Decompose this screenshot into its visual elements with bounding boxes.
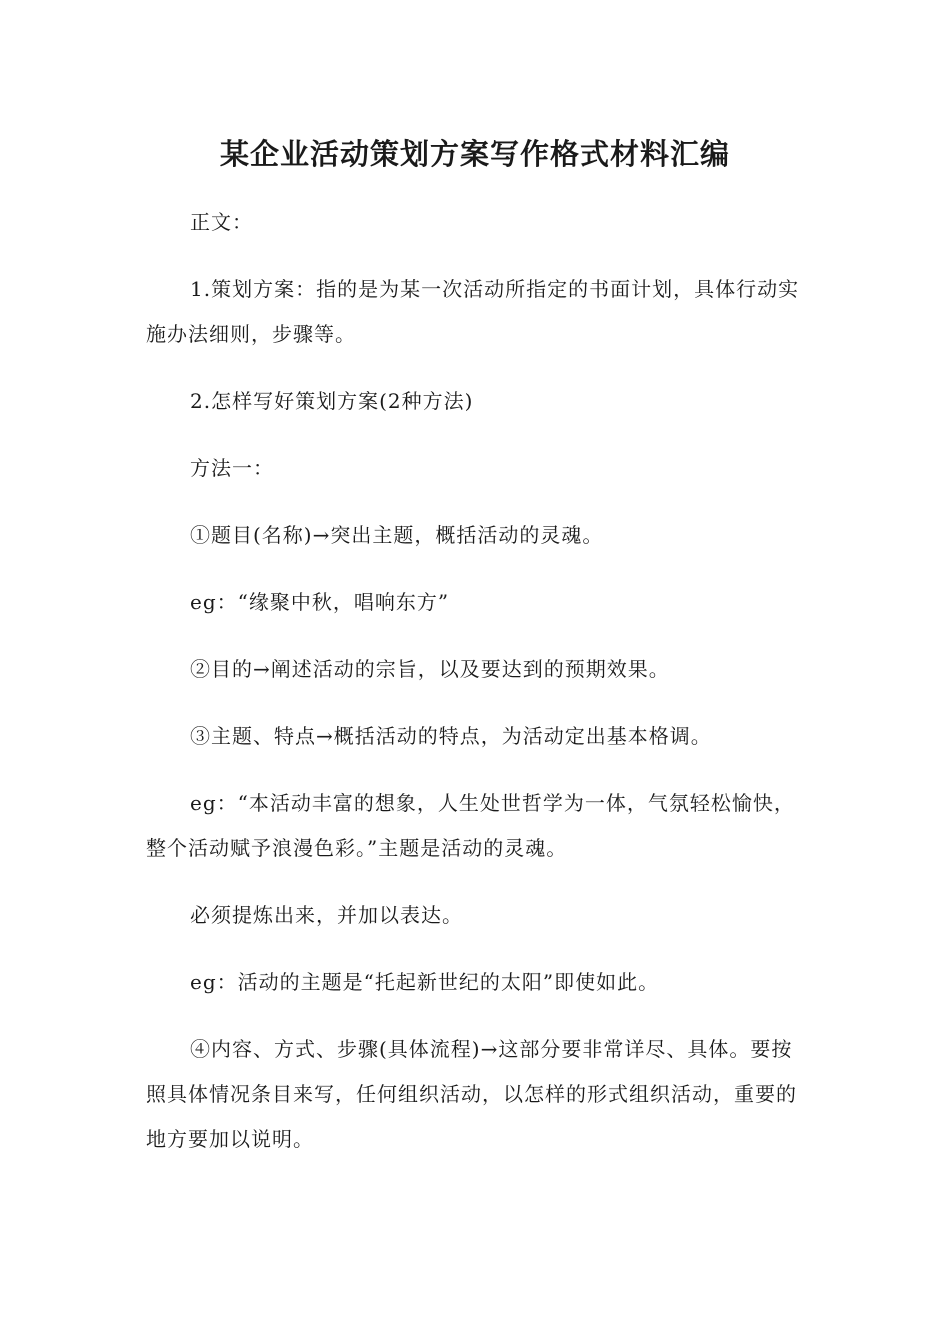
paragraph-definition: 1.策划方案：指的是为某一次活动所指定的书面计划，具体行动实施办法细则，步骤等。 [146,277,800,346]
paragraph-item-content: ④内容、方式、步骤(具体流程)→这部分要非常详尽、具体。要按照具体情况条目来写，任何组织活动，以怎样的形式组织活动，重要的地方要加以说明。 [146,1037,797,1151]
paragraph-example-1: eg：“缘聚中秋，唱响东方” [190,590,450,614]
paragraph-example-2: eg：“本活动丰富的想象，人生处世哲学为一体，气氛轻松愉快，整个活动赋予浪漫色彩。”主题是活动的灵魂。 [146,791,795,860]
paragraph-example-3: eg：活动的主题是“托起新世纪的太阳”即使如此。 [190,970,660,994]
document-body [146,200,806,1184]
paragraph-method-one: 方法一： [190,456,274,480]
paragraph-refine: 必须提炼出来，并加以表达。 [190,903,463,927]
paragraph-intro: 正文： [190,210,253,234]
paragraph-item-theme: ③主题、特点→概括活动的特点，为活动定出基本格调。 [190,724,712,748]
paragraph-item-title: ①题目(名称)→突出主题，概括活动的灵魂。 [190,523,604,547]
paragraph-how-to: 2.怎样写好策划方案(2种方法) [190,389,474,413]
paragraph-item-purpose: ②目的→阐述活动的宗旨，以及要达到的预期效果。 [190,657,670,681]
document-title: 某企业活动策划方案写作格式材料汇编 [219,137,730,171]
